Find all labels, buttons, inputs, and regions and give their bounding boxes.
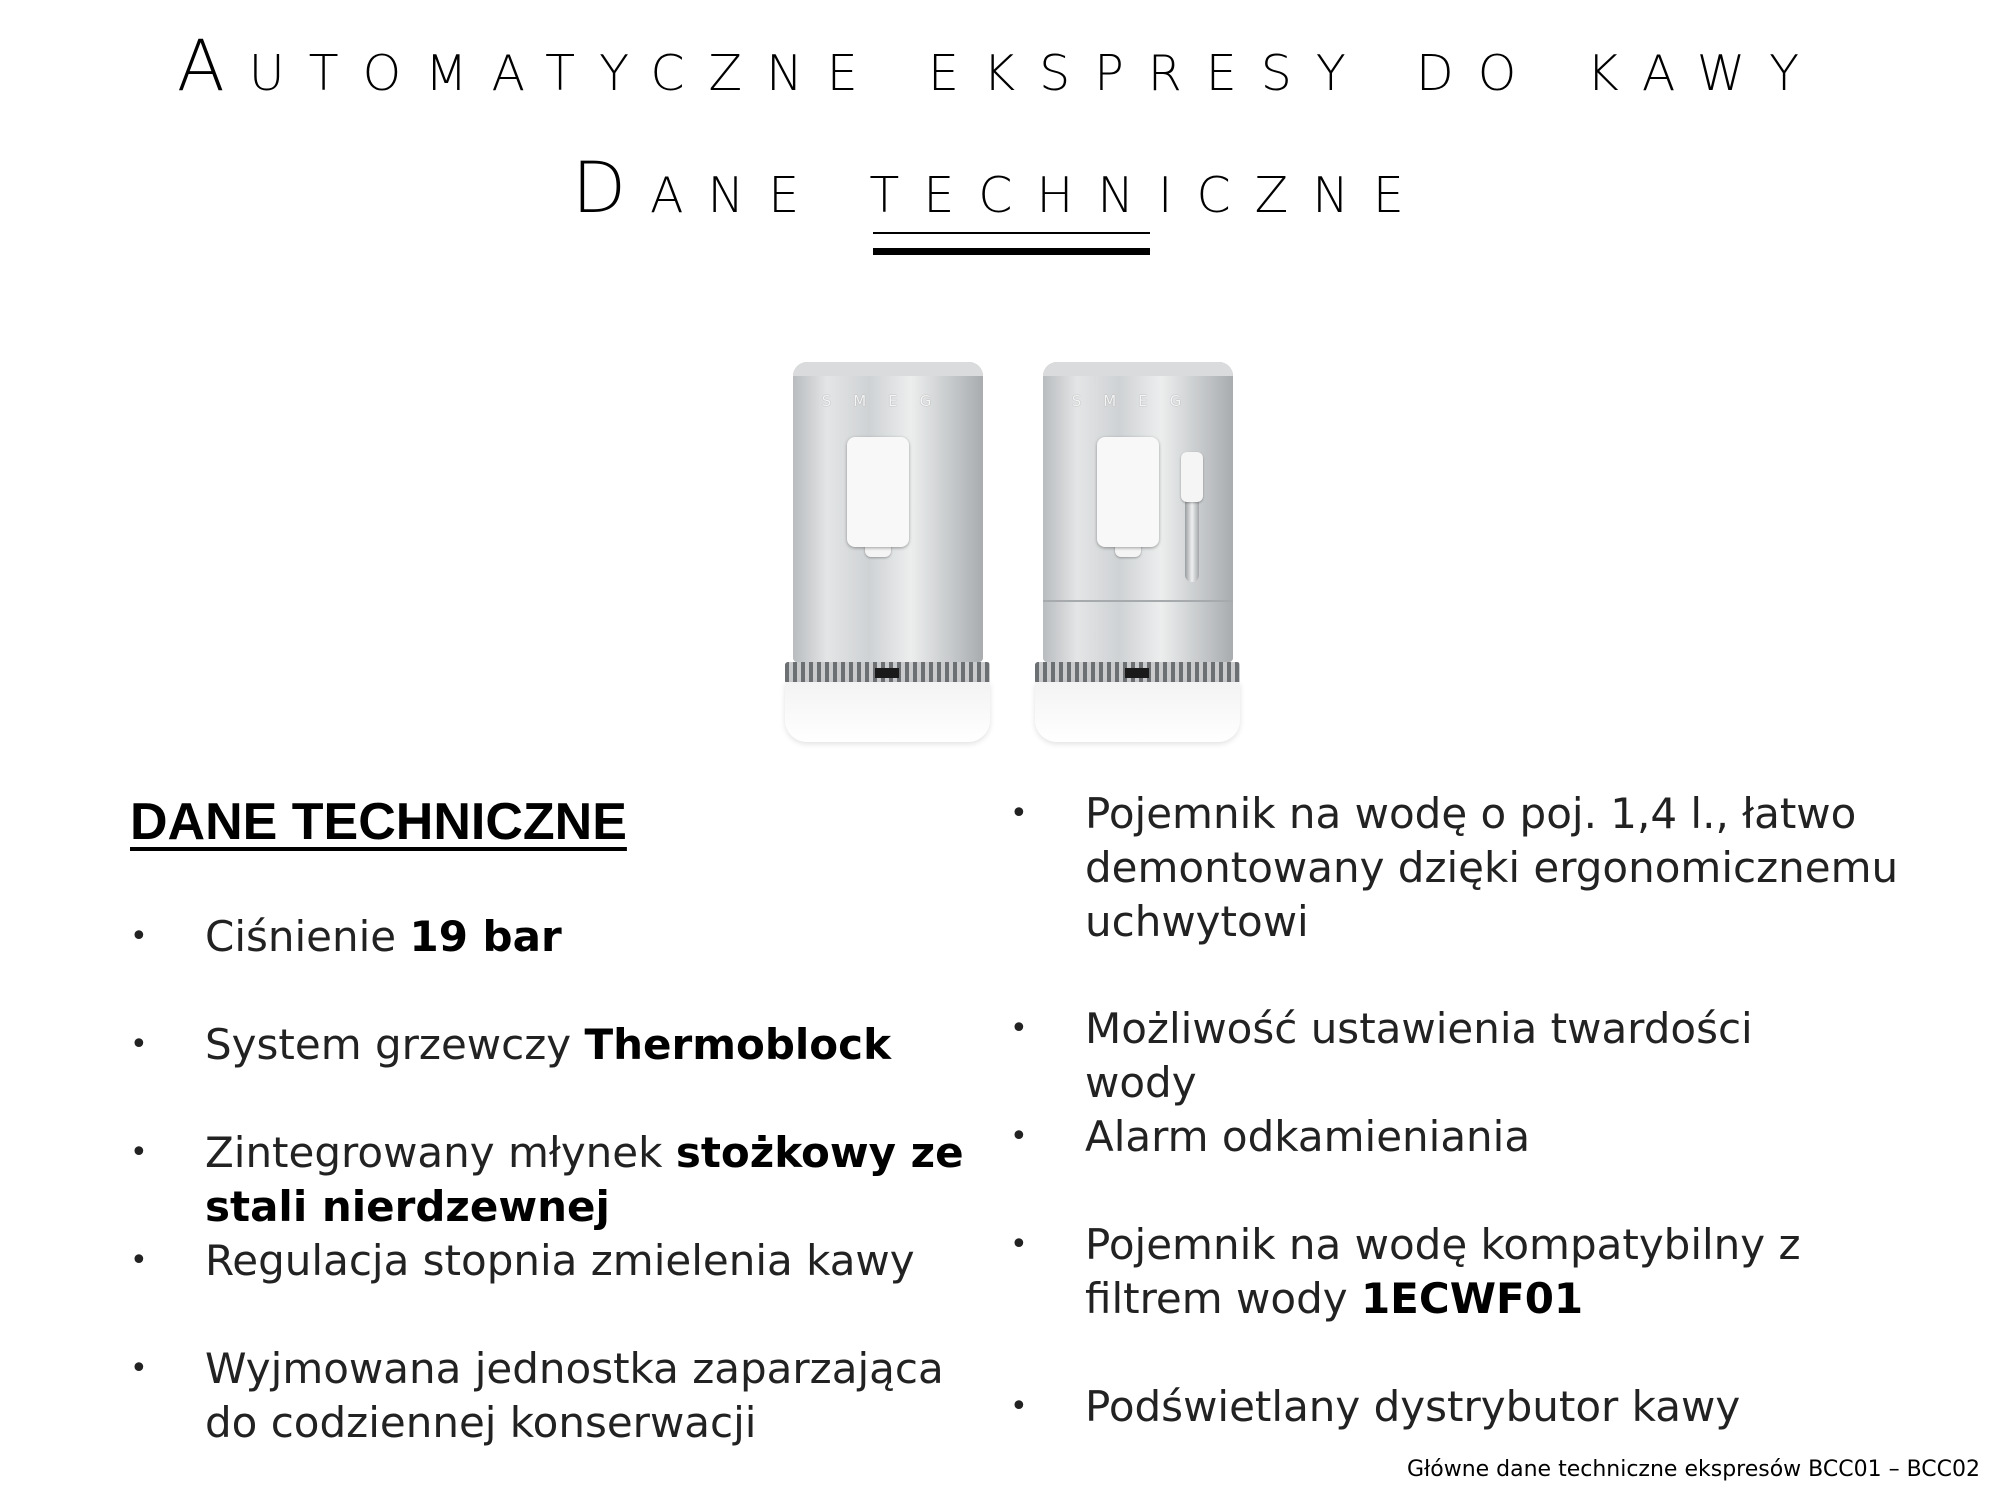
title-divider-thin	[873, 232, 1150, 234]
title-divider-thick	[873, 248, 1150, 255]
bullet-icon: •	[130, 1135, 148, 1170]
page-title-line-2: Dane techniczne	[572, 147, 1428, 229]
spec-emphasis: Thermoblock	[584, 1020, 891, 1069]
bullet-icon: •	[1010, 1227, 1028, 1262]
bullet-icon: •	[130, 1027, 148, 1062]
bullet-icon: •	[1010, 1011, 1028, 1046]
spec-text: Wyjmowana jednostka zaparzająca do codziennej konserwacji	[205, 1344, 944, 1447]
spec-text: Podświetlany dystrybutor kawy	[1085, 1382, 1741, 1431]
footer-caption: Główne dane techniczne ekspresów BCC01 – BCC02	[1406, 1457, 1980, 1482]
bullet-icon: •	[130, 919, 148, 954]
page-title-line-1: Automatyczne ekspresy do kawy	[176, 25, 1824, 107]
spec-text: Alarm odkamieniania	[1085, 1112, 1531, 1161]
spec-text: Pojemnik na wodę o poj. 1,4 l., łatwo demontowany dzięki ergonomicznemu uchwytowi	[1085, 789, 1899, 946]
spec-text: Pojemnik na wodę kompatybilny z filtrem wody	[1085, 1220, 1801, 1323]
bullet-icon: •	[1010, 1119, 1028, 1154]
spec-emphasis: 1ECWF01	[1360, 1274, 1584, 1323]
bullet-icon: •	[1010, 796, 1028, 831]
brand-logo: SMEG	[1071, 392, 1204, 410]
bullet-icon: •	[130, 1243, 148, 1278]
spec-text: Zintegrowany młynek	[205, 1128, 676, 1177]
spec-emphasis: 19 bar	[409, 912, 562, 961]
spec-text: Regulacja stopnia zmielenia kawy	[205, 1236, 915, 1285]
coffee-machine-image-bcc01	[785, 362, 990, 742]
spec-text: Możliwość ustawienia twardości wody	[1085, 1004, 1753, 1107]
spec-text: System grzewczy	[205, 1020, 585, 1069]
bullet-icon: •	[130, 1351, 148, 1386]
coffee-machine-image-bcc02	[1035, 362, 1240, 742]
spec-text: Ciśnienie	[205, 912, 410, 961]
section-heading: DANE TECHNICZNE	[130, 793, 627, 851]
coffee-spout	[847, 437, 909, 547]
brand-logo: SMEG	[821, 392, 954, 410]
bullet-icon: •	[1010, 1389, 1028, 1424]
spec-emphasis: stożkowy ze stali nierdzewnej	[205, 1128, 964, 1231]
coffee-spout	[1097, 437, 1159, 547]
